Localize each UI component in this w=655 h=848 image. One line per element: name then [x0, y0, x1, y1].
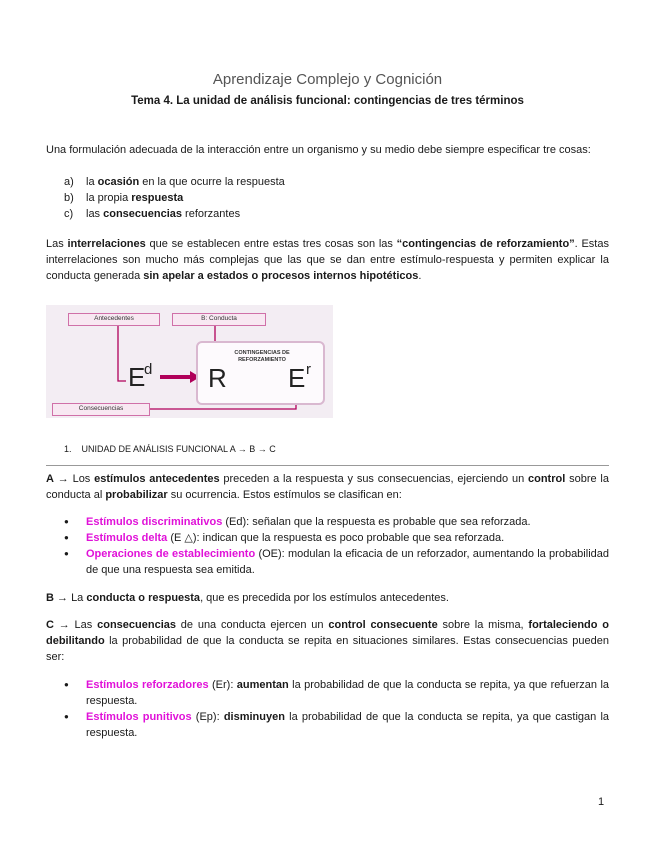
text: → La: [53, 592, 87, 604]
text: Las: [46, 238, 68, 250]
item-text: reforzantes: [182, 208, 241, 220]
bold-text: control consecuente: [328, 619, 438, 631]
item-bold: consecuencias: [103, 208, 182, 220]
text: , que es precedida por los estímulos antecedentes.: [200, 592, 449, 604]
bold-text: B: [46, 592, 54, 604]
bold-text: conducta o respuesta: [86, 592, 201, 604]
item-bold: aumentan: [236, 679, 289, 691]
antecedentes-box: Antecedentes: [68, 313, 160, 326]
term-highlight: Estímulos punitivos: [86, 711, 192, 723]
bullet-icon: ●: [64, 680, 69, 689]
bold-text: fortaleciendo o debilitando: [46, 619, 610, 647]
bold-text: A: [46, 473, 54, 485]
section-heading-text: UNIDAD DE ANÁLISIS FUNCIONAL A → B → C: [81, 444, 276, 454]
bullet-icon: ●: [64, 549, 69, 558]
er-superscript: r: [306, 361, 311, 378]
document-title: Aprendizaje Complejo y Cognición: [212, 71, 443, 88]
item-text: la probabilidad de que la conducta se repita, ya que castigan la respuesta.: [86, 711, 609, 739]
term-highlight: Estímulos discriminativos: [86, 516, 223, 528]
intro-paragraph: Una formulación adecuada de la interacción entre un organismo y su medio debe siempre especificar tre cosas:: [46, 144, 591, 156]
bullet-icon: ●: [64, 517, 69, 526]
list-item: [64, 530, 609, 546]
section-heading: [64, 444, 276, 454]
bold-text: estímulos antecedentes: [94, 473, 220, 485]
section-number: 1.: [64, 444, 72, 454]
item-text: (Ep):: [191, 711, 224, 723]
interrelations-paragraph: [46, 236, 609, 284]
b-paragraph: [46, 590, 609, 606]
list-item: [64, 174, 604, 190]
bold-text: sin apelar a estados o procesos internos hipotéticos: [143, 270, 419, 282]
r-symbol: R: [208, 363, 227, 393]
consecuencias-box: Consecuencias: [52, 403, 150, 416]
text: . Estas interrelaciones son mucho más complejas que las que se dan entre estímulo-respuesta y permiten explicar la conducta generada: [46, 238, 609, 282]
ed-superscript: d: [144, 361, 153, 378]
item-text: la: [86, 176, 98, 188]
list-item: [64, 709, 609, 741]
ed-symbol: E: [128, 362, 146, 392]
bold-text: C: [46, 619, 54, 631]
page-number: 1: [598, 796, 605, 808]
text: sobre la misma,: [437, 619, 529, 631]
contingency-diagram: [46, 305, 333, 418]
list-marker: b): [64, 192, 74, 204]
conducta-box: B: Conducta: [172, 313, 266, 326]
antecedent-types-list: [64, 514, 609, 578]
c-paragraph: [46, 617, 609, 665]
list-item: [64, 677, 609, 709]
er-symbol: E: [288, 363, 306, 393]
consequence-types-list: [64, 677, 609, 741]
bold-text: consecuencias: [97, 619, 176, 631]
item-text: (Ed): señalan que la respuesta es probable que sea reforzada.: [222, 516, 531, 528]
item-text: la propia: [86, 192, 132, 204]
list-item: [64, 190, 604, 206]
list-item: [64, 546, 609, 578]
list-marker: a): [64, 176, 74, 188]
bold-text: interrelaciones: [67, 238, 146, 250]
list-item: [64, 206, 604, 222]
text: .: [418, 270, 422, 282]
item-text: (E △): indican que la respuesta es poco probable que sea reforzada.: [167, 532, 505, 544]
text: su ocurrencia. Estos estímulos se clasifican en:: [167, 489, 402, 501]
list-marker: c): [64, 208, 74, 220]
item-text: la probabilidad de que la conducta se repita, ya que refuerzan la respuesta.: [86, 679, 609, 707]
term-highlight: Estímulos reforzadores: [86, 679, 209, 691]
intro-list: [64, 174, 604, 222]
section-divider: [46, 465, 609, 466]
text: → Las: [53, 619, 98, 631]
term-highlight: Estímulos delta: [86, 532, 168, 544]
antecedent-connector: [118, 325, 126, 381]
text: → Los: [53, 473, 95, 485]
text: sobre la conducta al: [46, 473, 609, 501]
bold-text: probabilizar: [105, 489, 168, 501]
bullet-icon: ●: [64, 533, 69, 542]
item-text: (OE): modulan la eficacia de un reforzador, aumentando la probabilidad de que una respuesta sea emitida.: [86, 548, 609, 576]
item-bold: ocasión: [97, 176, 140, 188]
text: preceden a la respuesta y sus consecuencias, ejerciendo un: [219, 473, 528, 485]
text: de una conducta ejercen un: [175, 619, 329, 631]
list-item: [64, 514, 609, 530]
text: la probabilidad de que la conducta se repita en situaciones similares. Estas consecuencias pueden ser:: [46, 635, 609, 663]
term-highlight: Operaciones de establecimiento: [86, 548, 256, 560]
item-bold: disminuyen: [223, 711, 285, 723]
item-bold: respuesta: [131, 192, 184, 204]
contingencias-label: CONTINGENCIAS DE REFORZAMIENTO: [234, 350, 290, 363]
document-subtitle: Tema 4. La unidad de análisis funcional: contingencias de tres términos: [131, 95, 524, 107]
item-text: en la que ocurre la respuesta: [139, 176, 285, 188]
bullet-icon: ●: [64, 712, 69, 721]
item-text: las: [86, 208, 104, 220]
a-paragraph: [46, 471, 609, 503]
item-text: (Er):: [208, 679, 237, 691]
bold-text: “contingencias de reforzamiento”: [396, 238, 575, 250]
bold-text: control: [528, 473, 566, 485]
text: que se establecen entre estas tres cosas son las: [145, 238, 397, 250]
